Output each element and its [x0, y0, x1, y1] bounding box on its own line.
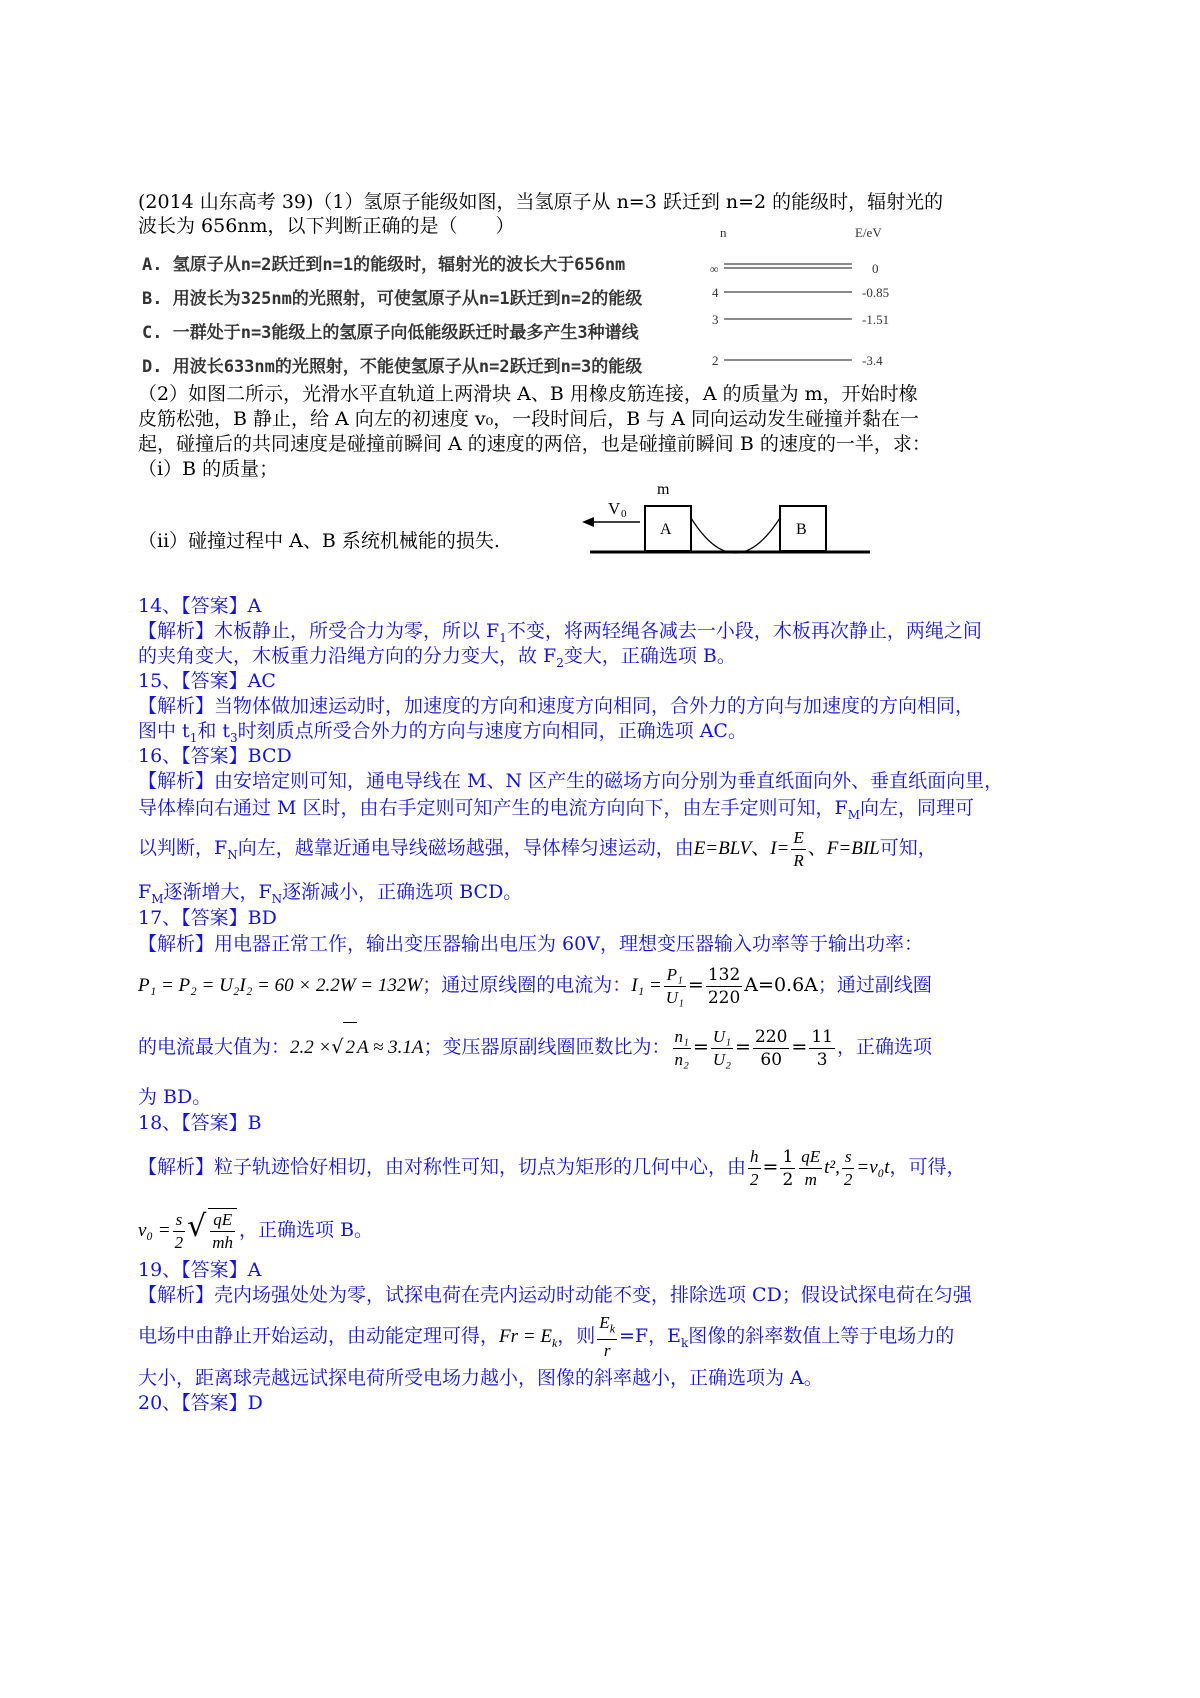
velocity-label: V — [608, 499, 621, 518]
part2-line-5: （ii）碰撞过程中 A、B 系统机械能的损失. — [138, 530, 500, 552]
a17-text-1: ；通过原线圈的电流为： — [422, 974, 632, 996]
a17-frac-4-den: U₂ — [712, 1049, 732, 1069]
a17-frac-5-num: 220 — [754, 1026, 788, 1047]
a18-frac-2-num: 1 — [782, 1146, 794, 1167]
a14-text-1: 【解析】木板静止，所受合力为零，所以 F — [138, 620, 500, 642]
answer-18-line-1: 【解析】粒子轨迹恰好相切，由对称性可知，切点为矩形的几何中心，由 $\frac{h}{2}$ = $\frac{1}{2}$ $\frac{qE}{m}$ t², $\frac{s}{2}$ =v₀t，可得， — [138, 1146, 966, 1190]
part2-line-2: 皮筋松弛，B 静止，给 A 向左的初速度 v₀，一段时间后，B 与 A 同向运动发生碰撞并黏在一 — [138, 408, 919, 430]
a19-eq-sub: k — [551, 1336, 558, 1350]
level-e-2: -3.4 — [862, 353, 883, 368]
answer-19-line-3: 大小，距离球壳越远试探电荷所受电场力越小，图像的斜率越小，正确选项为 A。 — [138, 1367, 823, 1389]
a14-text-2: 不变，将两轻绳各减去一小段，木板再次静止，两绳之间 — [506, 620, 982, 642]
a19-frac — [597, 1312, 617, 1362]
a17-frac-6 — [809, 1026, 835, 1071]
a19-text-3: =F，E — [619, 1325, 681, 1348]
level-n-inf: ∞ — [710, 262, 719, 276]
slider-b-label: B — [796, 521, 807, 538]
answer-16-line-1: 【解析】由安培定则可知，通电导线在 M、N 区产生的磁场方向分别为垂直纸面向外、垂直纸面向里， — [138, 770, 1004, 792]
a19-frac-den: r — [603, 1341, 611, 1361]
level-e-4: -0.85 — [862, 285, 890, 300]
answer-20-title: 20、【答案】D — [138, 1392, 263, 1414]
a16-sep: 、 — [751, 837, 771, 859]
a17-frac-5 — [753, 1026, 789, 1071]
energy-header-e: E/eV — [855, 225, 882, 240]
a19-frac-num-sub: k — [609, 1321, 616, 1336]
level-e-3: -1.51 — [862, 312, 890, 327]
a17-sqrt: 2 — [343, 1022, 357, 1073]
a16-sep-2: 、 — [807, 837, 827, 859]
answer-17-line-1: 【解析】用电器正常工作，输出变压器输出电压为 60V，理想变压器输入功率等于输出功率： — [138, 933, 923, 955]
a18-frac-1-den: 2 — [750, 1169, 759, 1189]
a18-frac-2 — [780, 1146, 795, 1191]
a19-sub: k — [681, 1336, 689, 1350]
a17-text-2: ；通过副线圈 — [817, 974, 932, 996]
answer-15-line-1: 【解析】当物体做加速运动时，加速度的方向和速度方向相同，合外力的方向与加速度的方向相同， — [138, 695, 975, 717]
answer-17-line-4: 为 BD。 — [138, 1086, 212, 1108]
a16-text-4: 向左，越靠近通电导线磁场越强，导体棒匀速运动，由 — [237, 837, 694, 859]
answer-19-line-2 — [138, 1312, 954, 1367]
a17-frac-6-num: 11 — [811, 1026, 833, 1047]
a16-text-8: 逐渐减小，正确选项 BCD。 — [282, 881, 523, 903]
energy-header-n: n — [720, 225, 727, 240]
a17-frac-1 — [664, 964, 686, 1009]
a18-frac-2-den: 2 — [782, 1169, 794, 1190]
a15-text-2: 和 t — [197, 720, 231, 742]
answer-19-title: 19、【答案】A — [138, 1259, 262, 1281]
a18-frac-5 — [173, 1209, 186, 1254]
a17-frac-4 — [711, 1026, 733, 1071]
answer-16-line-2 — [138, 796, 974, 827]
a14-text-3: 的夹角变大，木板重力沿绳方向的分力变大，故 F — [138, 645, 557, 667]
a17-frac-2-num: 132 — [707, 964, 741, 985]
answer-18-line-2: v₀ = $\frac{s}{2}$ √ $\frac{qE}{mh}$ ，正确选项 B。 — [138, 1209, 374, 1252]
answer-19-line-1: 【解析】壳内场强处处为零，试探电荷在壳内运动时动能不变，排除选项 CD；假设试探电荷在匀强 — [138, 1284, 972, 1306]
energy-level-svg — [700, 220, 960, 380]
a15-text-3: 时刻质点所受合外力的方向与速度方向相同，正确选项 AC。 — [237, 720, 747, 742]
a17-frac-3-num: n₁ — [673, 1026, 691, 1049]
a18-frac-1 — [748, 1146, 761, 1191]
a18-frac-3-den: m — [804, 1169, 817, 1189]
a18-frac-4-num: s — [842, 1146, 855, 1169]
velocity-arrowhead — [582, 517, 594, 527]
a17-frac-2-den: 220 — [707, 987, 741, 1008]
part2-line-4: （i）B 的质量； — [138, 458, 279, 480]
a18-t2: t², — [824, 1157, 840, 1178]
problem-intro-line-1: (2014 山东高考 39)（1）氢原子能级如图，当氢原子从 n=3 跃迁到 n=2 的能级时，辐射光的 — [138, 191, 944, 213]
a17-eq-1: P₁ = P₂ = U₂I₂ = 60 × 2.2W = 132W — [138, 975, 423, 996]
a15-text-1: 图中 t — [138, 720, 190, 742]
answer-17-line-3: 的电流最大值为：2.2 ×√ 2 A ≈ 3.1A；变压器原副线圈匝数比为： $\frac{\text{n₁}}{\text{n₂}}$ = $\frac{\text{U₁}}{\text{U₂}}$ = $\frac{220}{60}$ = $\frac{11}{3}$ ，正确选项 — [138, 1022, 932, 1073]
a16-sub-2: N — [227, 847, 238, 862]
a19-frac-num-e: E — [599, 1313, 610, 1332]
rubber-band — [691, 518, 780, 553]
answer-14-title: 14、【答案】A — [138, 595, 262, 617]
a15-sub-1: 1 — [189, 730, 198, 745]
a19-eq: Fr = E — [499, 1326, 552, 1348]
a16-frac-den: R — [793, 850, 804, 870]
a14-sub-2: 2 — [556, 655, 564, 670]
option-b: B. 用波长为325nm的光照射，可使氢原子从n=1跃迁到n=2的能级 — [142, 289, 643, 309]
a18-frac-3 — [799, 1146, 822, 1191]
a18-text-3: ，正确选项 B。 — [239, 1219, 374, 1241]
answer-18-title: 18、【答案】B — [138, 1112, 262, 1134]
a17-text-3: 的电流最大值为： — [138, 1036, 291, 1058]
slider-a-label: A — [660, 521, 672, 538]
a18-text-2: ，可得， — [889, 1156, 966, 1178]
a18-sqrt — [208, 1208, 237, 1254]
a16-sub-1: M — [847, 807, 861, 822]
a18-text-1: 【解析】粒子轨迹恰好相切，由对称性可知，切点为矩形的几何中心，由 — [138, 1156, 747, 1178]
a17-text-5: ，正确选项 — [836, 1036, 932, 1058]
answer-16-line-3 — [138, 826, 937, 877]
a18-v0: v₀ = — [138, 1220, 171, 1241]
level-n-4: 4 — [712, 285, 719, 300]
a17-frac-6-den: 3 — [816, 1049, 828, 1070]
a14-text-4: 变大，正确选项 B。 — [563, 645, 736, 667]
velocity-sub: 0 — [621, 508, 627, 520]
a18-frac-3-num: qE — [799, 1146, 822, 1169]
a16-text-3: 以判断，F — [138, 837, 228, 859]
a18-v0t: =v₀t — [856, 1157, 890, 1178]
option-c: C. 一群处于n=3能级上的氢原子向低能级跃迁时最多产生3种谱线 — [142, 323, 639, 343]
a17-text-4: ；变压器原副线圈匝数比为： — [423, 1036, 671, 1058]
a17-frac-2 — [706, 964, 742, 1009]
problem-intro-line-2: 波长为 656nm，以下判断正确的是（ ） — [138, 215, 515, 237]
a16-eq-1: E=BLV — [693, 838, 752, 859]
energy-level-diagram — [700, 220, 960, 380]
a16-frac — [791, 827, 805, 872]
a16-text-2: 向左，同理可 — [860, 797, 975, 819]
a17-eq-sign: = — [687, 974, 704, 996]
sliders-svg — [580, 478, 880, 558]
a19-text-2: ，则 — [557, 1325, 596, 1348]
option-a: A. 氢原子从n=2跃迁到n=1的能级时，辐射光的波长大于656nm — [142, 255, 626, 275]
a18-frac-4 — [842, 1146, 855, 1191]
level-n-3: 3 — [712, 312, 719, 327]
a16-sub-3: M — [151, 891, 164, 906]
a16-text-7: 逐渐增大，F — [163, 881, 272, 903]
a17-result: A=0.6A — [744, 974, 818, 996]
a17-eq-3: A ≈ 3.1A — [356, 1037, 424, 1058]
a16-frac-num: E — [791, 827, 805, 850]
a19-frac-num — [597, 1312, 617, 1340]
a18-frac-1-num: h — [748, 1146, 761, 1169]
a17-frac-3-den: n₂ — [674, 1049, 689, 1069]
sliders-diagram — [580, 478, 880, 558]
a16-eq-2: F=BIL — [826, 838, 880, 859]
a17-frac-4-num: U₁ — [711, 1026, 733, 1049]
a17-eq-2: 2.2 × — [290, 1037, 332, 1058]
answer-17-line-2 — [138, 960, 932, 1011]
a17-frac-1-den: U₁ — [665, 987, 684, 1007]
a18-frac-5-den: 2 — [174, 1232, 184, 1252]
a16-text-1: 导体棒向右通过 M 区时，由右手定则可知产生的电流方向向下，由左手定则可知，F — [138, 797, 848, 819]
a17-frac-5-den: 60 — [760, 1049, 783, 1070]
answer-16-title: 16、【答案】BCD — [138, 745, 292, 767]
a18-frac-5-num: s — [173, 1209, 186, 1232]
a18-sqrt-num: qE — [210, 1209, 235, 1232]
answer-15-title: 15、【答案】AC — [138, 670, 276, 692]
part2-line-1: （2）如图二所示，光滑水平直轨道上两滑块 A、B 用橡皮筋连接，A 的质量为 m，开始时橡 — [138, 383, 918, 405]
a16-text-5: 可知， — [879, 837, 937, 859]
a18-frac-4-den: 2 — [843, 1169, 853, 1189]
answer-17-title: 17、【答案】BD — [138, 907, 277, 929]
level-e-inf: 0 — [872, 261, 879, 276]
a16-text-6: F — [138, 881, 152, 903]
a17-eq-I: I₁ = — [631, 975, 662, 996]
a17-frac-1-num: P₁ — [664, 964, 686, 987]
a19-text-1: 电场中由静止开始运动，由动能定理可得， — [138, 1325, 500, 1348]
level-n-2: 2 — [712, 353, 719, 368]
a17-frac-3 — [673, 1026, 691, 1071]
part2-line-3: 起，碰撞后的共同速度是碰撞前瞬间 A 的速度的两倍，也是碰撞前瞬间 B 的速度的一半，求： — [138, 433, 931, 455]
a14-sub-1: 1 — [499, 630, 507, 645]
option-d: D. 用波长633nm的光照射，不能使氢原子从n=2跃迁到n=3的能级 — [142, 357, 643, 377]
mass-label: m — [657, 481, 670, 498]
a16-eq-I: I= — [770, 838, 790, 859]
a15-sub-3: 3 — [230, 730, 238, 745]
a18-sqrt-den: mh — [212, 1233, 234, 1252]
a19-text-4: 图像的斜率数值上等于电场力的 — [688, 1325, 955, 1348]
a16-sub-4: N — [271, 891, 283, 906]
